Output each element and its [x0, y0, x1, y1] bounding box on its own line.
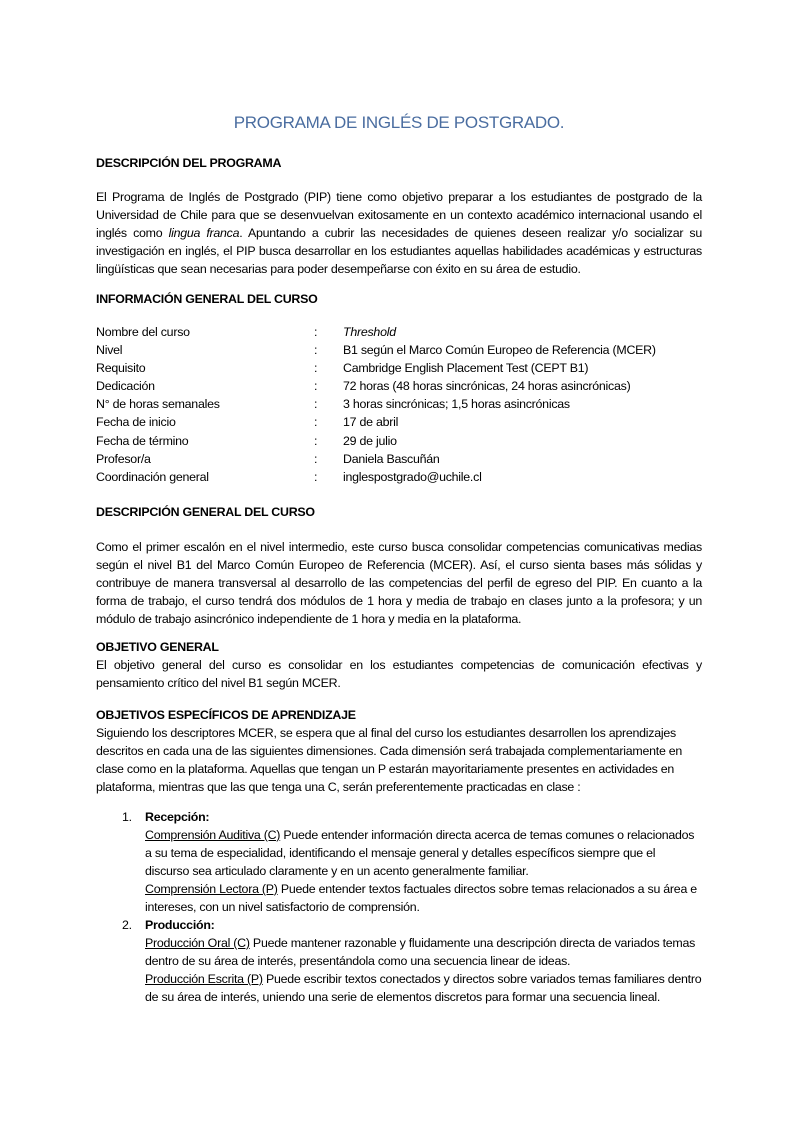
- paragraph-text: El Programa de Inglés de Postgrado (PIP) tiene como objetivo preparar a los estudiantes de postgrado de la Universidad de Chile para que se desenvuelvan exitosamente en un contexto académico internacional usando el inglés como: [96, 190, 702, 240]
- info-row: [96, 468, 702, 486]
- sub-objective-text: Puede mantener razonable y fluidamente una descripción directa de variados temas dentro de su área de interés, presentándola como una secuencia linear de ideas.: [145, 936, 696, 968]
- info-separator: :: [314, 379, 318, 394]
- info-label: N° de horas semanales: [96, 397, 220, 412]
- heading-informacion-general: INFORMACIÓN GENERAL DEL CURSO: [96, 292, 318, 306]
- list-item-title: Recepción:: [145, 810, 210, 824]
- info-label: Profesor/a: [96, 451, 151, 466]
- sub-objective-text: Puede entender información directa acerca de temas comunes o relacionados a su tema de especialidad, identificando el mensaje general y detalles específicos siempre que el discurso sea articulado claramente y en un acento generalmente familiar.: [145, 828, 695, 878]
- info-row: [96, 450, 702, 468]
- sub-objective-label: Producción Escrita (P): [145, 972, 263, 986]
- sub-objective-text: Puede escribir textos conectados y directos sobre variados temas familiares dentro de su área de interés, uniendo una serie de elementos discretos para formar una secuencia lineal.: [145, 972, 702, 1004]
- sub-objective: [145, 970, 702, 1006]
- info-row: [96, 341, 702, 359]
- info-label: Dedicación: [96, 379, 155, 394]
- list-item: [96, 916, 702, 1006]
- info-value: Daniela Bascuñán: [343, 451, 440, 466]
- info-value: inglespostgrado@uchile.cl: [343, 469, 482, 484]
- info-value: Cambridge English Placement Test (CEPT B1): [343, 361, 589, 376]
- heading-descripcion-curso: DESCRIPCIÓN GENERAL DEL CURSO: [96, 505, 315, 519]
- sub-objective: [145, 880, 702, 916]
- sub-objective: [145, 826, 702, 880]
- sub-objective-label: Comprensión Lectora (P): [145, 882, 278, 896]
- paragraph-descripcion-curso: Como el primer escalón en el nivel intermedio, este curso busca consolidar competencias comunicativas medias según el nivel B1 del Marco Común Europeo de Referencia (MCER). Así, el curso sienta bases más sólidas y contribuye de manera transversal al desarrollo de las competencias del perfil de egreso del PIP. En cuanto a la forma de trabajo, el curso tendrá dos módulos de 1 hora y media de trabajo en clases junto a la profesora; y un módulo de trabajo asincrónico independiente de 1 hora y media en la plataforma.: [96, 540, 702, 626]
- list-item: [96, 808, 702, 916]
- info-label: Requisito: [96, 361, 146, 376]
- info-separator: :: [314, 397, 318, 412]
- heading-objetivo-general: OBJETIVO GENERAL: [96, 640, 219, 654]
- info-separator: :: [314, 469, 318, 484]
- info-value: Threshold: [343, 325, 396, 339]
- info-value: 29 de julio: [343, 433, 397, 448]
- info-label: Nombre del curso: [96, 325, 190, 339]
- sub-objective-label: Producción Oral (C): [145, 936, 250, 950]
- info-label: Fecha de inicio: [96, 415, 176, 430]
- sub-objective-label: Comprensión Auditiva (C): [145, 828, 281, 842]
- list-number: 2.: [122, 918, 132, 932]
- info-separator: :: [314, 451, 318, 466]
- info-value: 17 de abril: [343, 415, 399, 430]
- paragraph-text: . Apuntando a cubrir las necesidades de quienes deseen realizar y/o socializar su investigación en inglés, el PIP busca desarrollar en los estudiantes aquellas habilidades académicas y estructuras lingüísticas que sean necesarias para poder desempeñarse con éxito en su área de estudio.: [96, 226, 703, 276]
- info-separator: :: [314, 433, 318, 448]
- course-info-table: [96, 323, 702, 486]
- list-item-title: Producción:: [145, 918, 215, 932]
- info-label: Nivel: [96, 343, 123, 358]
- info-value: 72 horas (48 horas sincrónicas, 24 horas asincrónicas): [343, 379, 631, 394]
- info-row: [96, 359, 702, 377]
- paragraph-objetivo-general: El objetivo general del curso es consolidar en los estudiantes competencias de comunicación efectivas y pensamiento crítico del nivel B1 según MCER.: [96, 658, 702, 690]
- document-title: PROGRAMA DE INGLÉS DE POSTGRADO.: [233, 113, 565, 132]
- info-row: [96, 377, 702, 395]
- italic-term: lingua franca: [168, 226, 240, 240]
- info-row: [96, 395, 702, 413]
- info-value: B1 según el Marco Común Europeo de Referencia (MCER): [343, 343, 656, 358]
- heading-objetivos-especificos: OBJETIVOS ESPECÍFICOS DE APRENDIZAJE: [96, 708, 356, 722]
- info-label: Fecha de término: [96, 433, 189, 448]
- info-row: [96, 323, 702, 341]
- paragraph-objetivos-especificos: Siguiendo los descriptores MCER, se espera que al final del curso los estudiantes desarrollen los aprendizajes descritos en cada una de las siguientes dimensiones. Cada dimensión será trabajada complementariamente en clase como en la plataforma. Aquellas que tengan un P estarán mayoritariamente presentes en actividades en plataforma, mientras que las que tenga una C, serán preferentemente practicadas en clase :: [96, 726, 683, 794]
- sub-objective: [145, 934, 702, 970]
- paragraph-descripcion-programa: [96, 188, 702, 278]
- info-separator: :: [314, 343, 318, 358]
- heading-descripcion-programa: DESCRIPCIÓN DEL PROGRAMA: [96, 156, 282, 170]
- info-value: 3 horas sincrónicas; 1,5 horas asincrónicas: [343, 397, 570, 412]
- info-label: Coordinación general: [96, 469, 209, 484]
- info-separator: :: [314, 361, 318, 376]
- sub-objective-text: Puede entender textos factuales directos sobre temas relacionados a su área e intereses, con un nivel satisfactorio de comprensión.: [145, 882, 697, 914]
- objectives-list: [96, 808, 702, 1006]
- info-separator: :: [314, 415, 318, 430]
- info-separator: :: [314, 325, 318, 339]
- list-number: 1.: [122, 810, 132, 824]
- info-row: [96, 413, 702, 431]
- info-row: [96, 432, 702, 450]
